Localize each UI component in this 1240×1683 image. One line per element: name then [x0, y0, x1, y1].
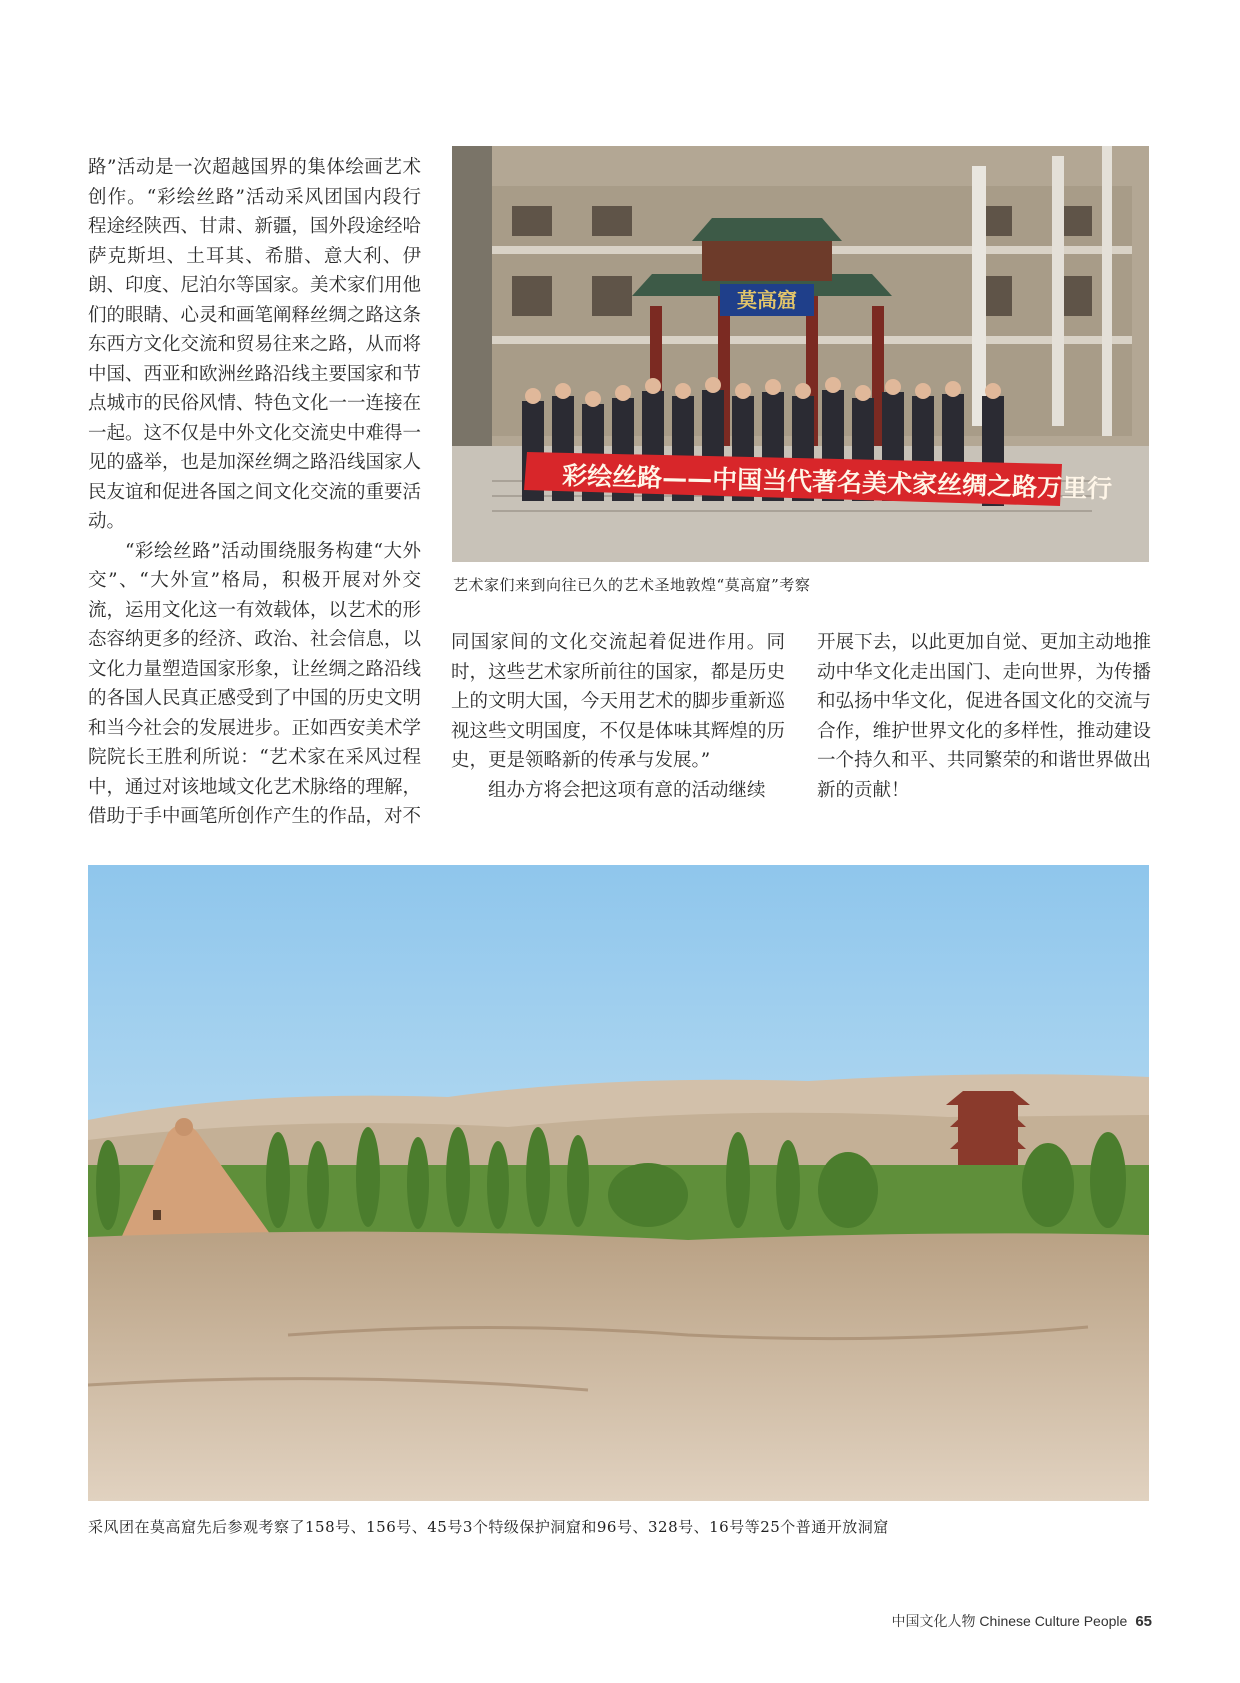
paragraph: 路”活动是一次超越国界的集体绘画艺术创作。“彩绘丝路”活动采风团国内段行程途经陕西、甘肃、新疆，国外段途经哈萨克斯坦、土耳其、希腊、意大利、伊朗、印度、尼泊尔等国家。美术家们用他们的眼睛、心灵和画笔阐释丝绸之路这条东西方文化交流和贸易往来之路，从而将中国、西亚和欧洲丝路沿线主要国家和节点城市的民俗风情、特色文化一一连接在一起。这不仅是中外文化交流史中难得一见的盛举，也是加深丝绸之路沿线国家人民友谊和促进各国之间文化交流的重要活动。	[88, 157, 422, 532]
paragraph: 同国家间的文化交流起着促进作用。同时，这些艺术家所前往的国家，都是历史上的文明大国，今天用艺术的脚步重新巡视这些文明国度，不仅是体味其辉煌的历史，更是领略新的传承与发展。”	[451, 632, 785, 771]
photo-caption: 采风团在莫高窟先后参观考察了158号、156号、45号3个特级保护洞窟和96号、328号、16号等25个普通开放洞窟	[88, 1518, 889, 1536]
paragraph: “彩绘丝路”活动围绕服务构建“大外交”、“大外宣”格局，积极开展对外交流，运用文化这一有效载体，以艺术的形态容纳更多的经济、政治、社会信息，以文化力量塑造国家形象，让丝绸之路沿线的各国人民真正感受到了中国的历史文明和当今社会的发展进步。正如西安美术学院院长王胜利所说：“艺术家在采风过程中，通过对该地域文化艺术脉络的理解，借助于手中画笔所创作产生的作品，对不	[88, 540, 422, 827]
text-column-right	[817, 628, 1151, 805]
paragraph: 组办方将会把这项有意的活动继续	[488, 779, 766, 801]
landscape-photo-mogao	[88, 865, 1149, 1501]
photo-caption: 艺术家们来到向往已久的艺术圣地敦煌“莫高窟”考察	[453, 576, 811, 594]
paragraph: 开展下去，以此更加自觉、更加主动地推动中华文化走出国门、走向世界，为传播和弘扬中华文化，促进各国文化的交流与合作，维护世界文化的多样性，推动建设一个持久和平、共同繁荣的和谐世界做出新的贡献！	[817, 632, 1151, 801]
banner-text: 彩绘丝路——中国当代著名美术家丝绸之路万里行	[561, 461, 1113, 504]
magazine-name: 中国文化人物 Chinese Culture People	[891, 1613, 1128, 1629]
text-column-middle	[451, 628, 785, 805]
plaque-text: 莫高窟	[737, 288, 797, 312]
text-column-left	[88, 153, 421, 832]
page-footer	[892, 1611, 1152, 1631]
page-number: 65	[1135, 1613, 1152, 1630]
group-photo-mogao	[452, 146, 1149, 562]
